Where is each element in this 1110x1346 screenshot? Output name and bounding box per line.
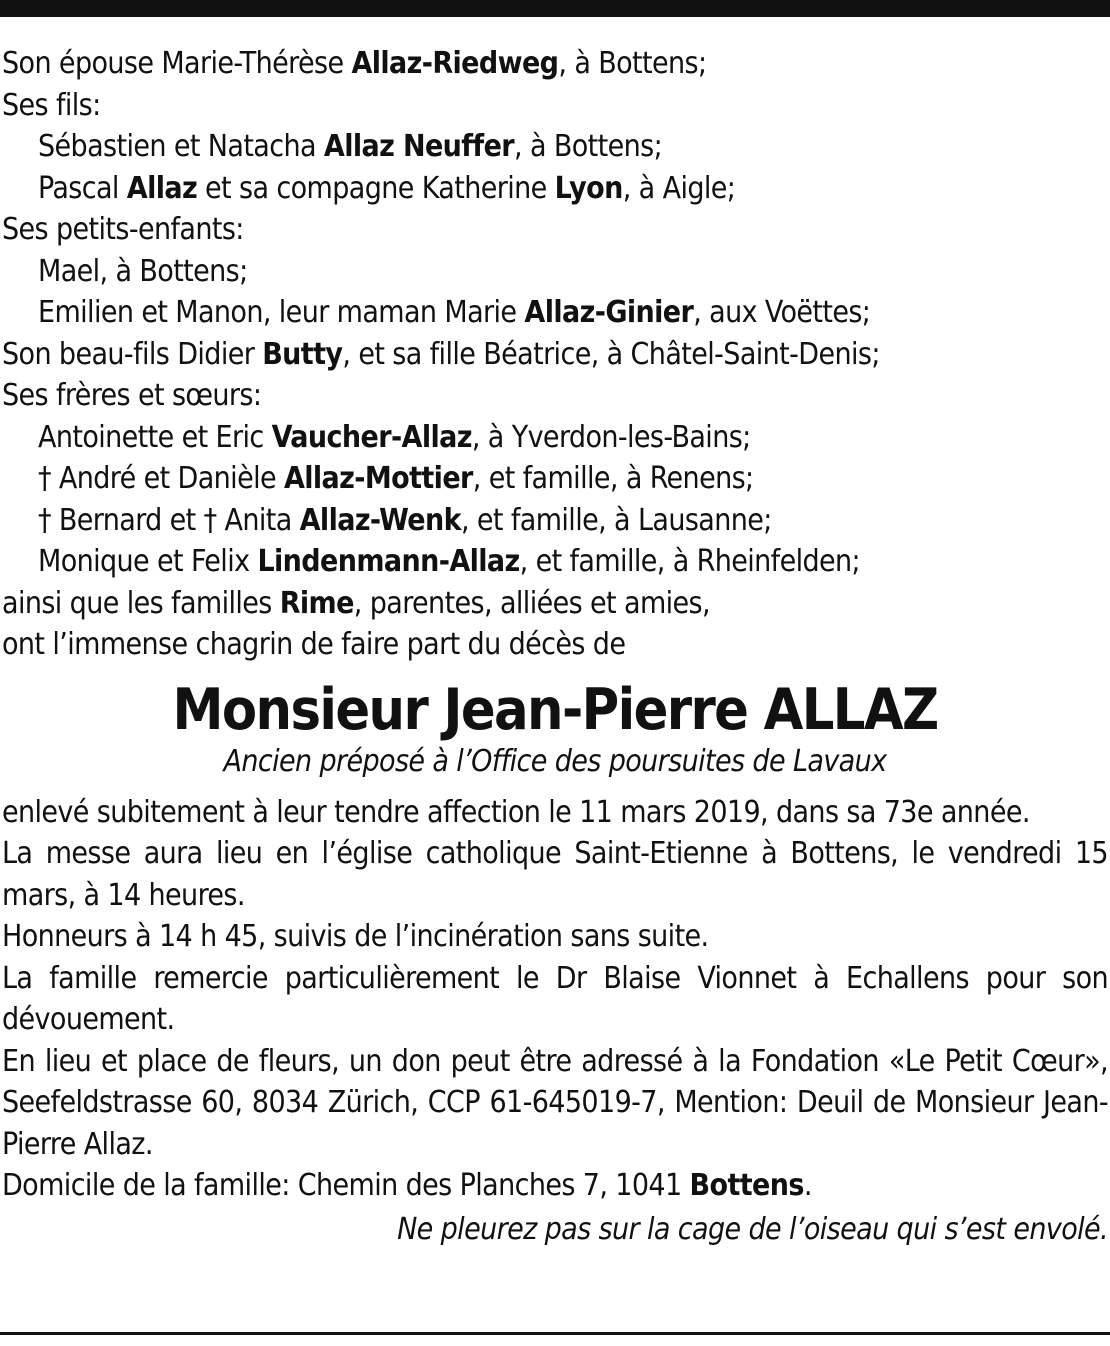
family-line-son-2: Pascal Allaz et sa compagne Katherine Lyon, à Aigle; bbox=[38, 170, 736, 206]
family-line-sibling-4: Monique et Felix Lindenmann-Allaz, et famille, à Rheinfelden; bbox=[38, 544, 861, 579]
family-line-sibling-1: Antoinette et Eric Vaucher-Allaz, à Yverdon-les-Bains; bbox=[38, 419, 751, 455]
family-heading-siblings: Ses frères et sœurs: bbox=[2, 378, 262, 413]
announcement-line: ont l’immense chagrin de faire part du décès de bbox=[2, 627, 626, 662]
family-line-grandchild-1: Mael, à Bottens; bbox=[38, 253, 248, 289]
family-line-families: ainsi que les familles Rime, parentes, alliées et amies, bbox=[2, 585, 710, 621]
family-heading-sons: Ses fils: bbox=[2, 87, 101, 123]
paragraph-mass: La messe aura lieu en l’église catholique Saint-Etienne à Bottens, le vendredi 15 mars, à 14 heures. bbox=[2, 836, 1108, 913]
paragraph-donation: En lieu et place de fleurs, un don peut être adressé à la Fondation «Le Petit Cœur», Seefeldstrasse 60, 8034 Zürich, CCP 61-645019-7, Mention: Deuil de Monsieur Jean-Pierre Allaz. bbox=[2, 1043, 1108, 1162]
bottom-rule bbox=[0, 1332, 1110, 1335]
family-line-spouse: Son épouse Marie-Thérèse Allaz-Riedweg, à Bottens; bbox=[2, 46, 707, 81]
top-rule bbox=[0, 0, 1110, 17]
paragraph-passing: enlevé subitement à leur tendre affection le 11 mars 2019, dans sa 73e année. bbox=[2, 794, 1030, 830]
deceased-role: Ancien préposé à l’Office des poursuites de Lavaux bbox=[223, 743, 887, 779]
paragraph-thanks: La famille remercie particulièrement le Dr Blaise Vionnet à Echallens pour son dévouement. bbox=[2, 960, 1108, 1037]
notice-body bbox=[2, 43, 1108, 1250]
paragraph-honours: Honneurs à 14 h 45, suivis de l’incinération sans suite. bbox=[2, 919, 709, 954]
family-heading-grandchildren: Ses petits-enfants: bbox=[2, 212, 244, 247]
paragraph-domicile: Domicile de la famille: Chemin des Planches 7, 1041 Bottens. bbox=[2, 1168, 812, 1203]
family-line-stepson: Son beau-fils Didier Butty, et sa fille Béatrice, à Châtel-Saint-Denis; bbox=[2, 336, 880, 372]
family-line-sibling-2: † André et Danièle Allaz-Mottier, et famille, à Renens; bbox=[38, 461, 754, 496]
family-line-son-1: Sébastien et Natacha Allaz Neuffer, à Bottens; bbox=[38, 129, 663, 164]
family-line-grandchild-2: Emilien et Manon, leur maman Marie Allaz-Ginier, aux Voëttes; bbox=[38, 295, 871, 330]
closing-quote: Ne pleurez pas sur la cage de l’oiseau qui s’est envolé. bbox=[397, 1211, 1108, 1247]
deceased-name: Monsieur Jean-Pierre ALLAZ bbox=[172, 676, 938, 743]
family-line-sibling-3: † Bernard et † Anita Allaz-Wenk, et famille, à Lausanne; bbox=[38, 502, 772, 538]
